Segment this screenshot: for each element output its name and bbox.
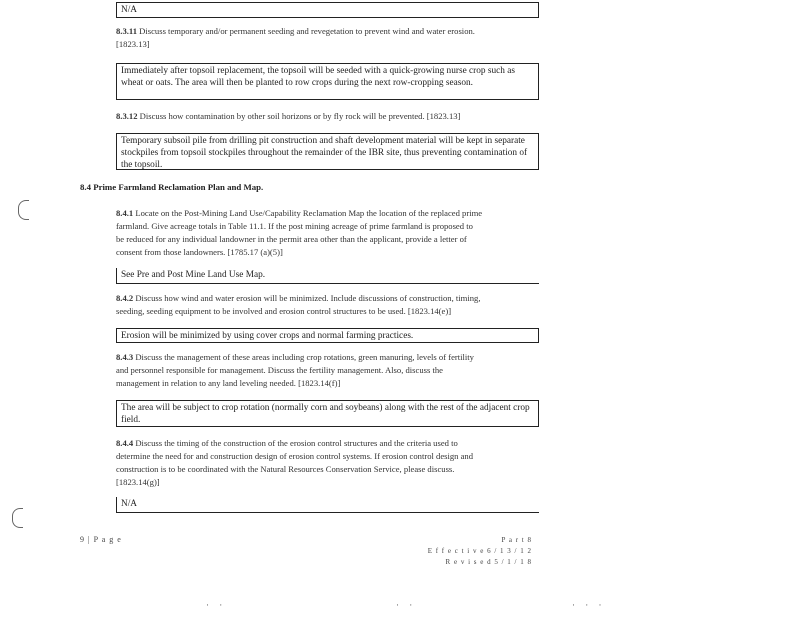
hole-punch-mark-top <box>18 200 29 220</box>
answer-text: Immediately after topsoil replacement, the topsoil will be seeded with a quick-growing nurse crop such as wheat or oats. The area will then be planted to row crops during the next row-cropping season. <box>121 66 515 88</box>
answer-box-subsoil-stockpile <box>116 133 539 170</box>
answer-box-na-bottom <box>116 497 539 513</box>
question-text-line: [1823.14(g)] <box>116 477 160 487</box>
question-number: 8.4.4 <box>116 438 134 448</box>
question-8-4-1 <box>116 207 542 259</box>
question-text-line: Discuss how wind and water erosion will be minimized. Include discussions of construction, timing, <box>135 293 481 303</box>
question-number: 8.3.12 <box>116 111 138 121</box>
answer-text: N/A <box>121 499 138 509</box>
box-rule <box>116 283 539 284</box>
scan-speck: · · · <box>572 600 606 610</box>
scan-speck: · · <box>206 600 227 610</box>
question-text-line: Discuss the management of these areas including crop rotations, green manuring, levels of fertility <box>135 352 474 362</box>
question-number: 8.3.11 <box>116 26 138 36</box>
page-number-label: 9 | P a g e <box>80 535 122 544</box>
answer-text: N/A <box>121 5 138 15</box>
answer-text: Erosion will be minimized by using cover crops and normal farming practices. <box>121 331 414 341</box>
answer-text: Temporary subsoil pile from drilling pit construction and shaft development material will be kept in separate stockpiles from topsoil stockpiles throughout the remainder of the IBR site, thus preventing contamination of the topsoil. <box>121 136 528 170</box>
question-text-line: Locate on the Post-Mining Land Use/Capability Reclamation Map the location of the replaced prime <box>135 208 483 218</box>
answer-box-land-use-map <box>116 268 539 283</box>
question-text: Discuss temporary and/or permanent seeding and revegetation to prevent wind and water erosion. <box>139 26 475 36</box>
hole-punch-mark-bottom <box>12 508 23 528</box>
question-text: Discuss how contamination by other soil horizons or by fly rock will be prevented. [1823.13] <box>139 111 461 121</box>
answer-text: See Pre and Post Mine Land Use Map. <box>121 270 266 280</box>
footer-revised-date: R e v i s e d 5 / 1 / 1 8 <box>445 558 532 566</box>
question-number: 8.4.2 <box>116 293 134 303</box>
scan-speck: · · <box>396 600 417 610</box>
answer-box-topsoil-seeding <box>116 63 539 100</box>
question-text-line: Discuss the timing of the construction of the erosion control structures and the criteria used to <box>135 438 458 448</box>
question-text-line: management in relation to any land leveling needed. [1823.14(f)] <box>116 378 341 388</box>
question-text-line: seeding, seeding equipment to be involved and erosion control structures to be used. [1823.14(e)] <box>116 306 452 316</box>
question-text-line: consent from those landowners. [1785.17 (a)(5)] <box>116 247 283 257</box>
footer-right-block <box>420 535 532 568</box>
section-heading: 8.4 Prime Farmland Reclamation Plan and Map. <box>80 182 264 192</box>
answer-text: The area will be subject to crop rotation (normally corn and soybeans) along with the rest of the adjacent crop field. <box>121 403 530 425</box>
question-8-4-2 <box>116 292 542 318</box>
question-text-line: farmland. Give acreage totals in Table 11.1. If the post mining acreage of prime farmland is proposed to <box>116 221 473 231</box>
answer-box-na-top <box>116 2 539 18</box>
question-8-3-11 <box>116 25 536 51</box>
question-number: 8.4.3 <box>116 352 134 362</box>
question-8-4-3 <box>116 351 542 390</box>
question-text-line: construction is to be coordinated with the Natural Resources Conservation Service, please discuss. <box>116 464 455 474</box>
question-8-4-4 <box>116 437 542 489</box>
question-8-3-12 <box>116 110 536 123</box>
footer-part: P a r t 8 <box>501 536 532 544</box>
footer-effective-date: E f f e c t i v e 6 / 1 3 / 1 2 <box>427 547 532 555</box>
question-text-line: determine the need for and construction design of erosion control systems. If erosion control design and <box>116 451 474 461</box>
answer-box-erosion-minimized <box>116 328 539 343</box>
question-ref: [1823.13] <box>116 39 150 49</box>
question-text-line: be reduced for any individual landowner in the permit area other than the applicant, provide a letter of <box>116 234 467 244</box>
answer-box-crop-rotation <box>116 400 539 427</box>
question-number: 8.4.1 <box>116 208 134 218</box>
question-text-line: and personnel responsible for management. Discuss the fertility management. Also, discuss the <box>116 365 443 375</box>
